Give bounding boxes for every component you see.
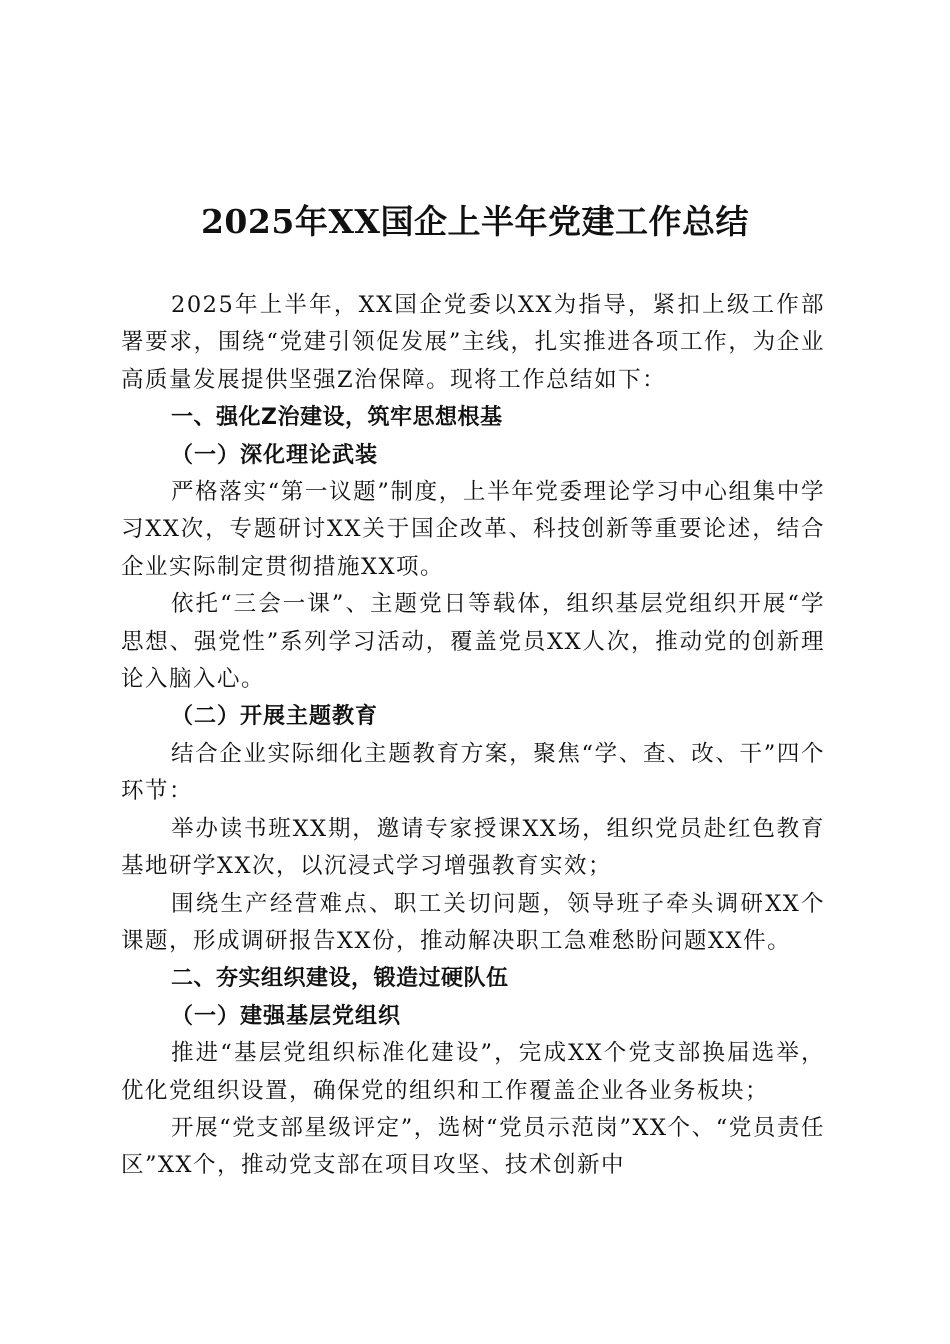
section-heading: 一、强化Z治建设，筑牢思想根基 (171, 405, 503, 431)
paragraph: 依托“三会一课”、主题党日等载体，组织基层党组织开展“学思想、强党性”系列学习活动，覆盖党员XX人次，推动党的创新理论入脑入心。 (121, 591, 825, 693)
paragraph: 围绕生产经营难点、职工关切问题，领导班子牵头调研XX个课题，形成调研报告XX份，推动解决职工急难愁盼问题XX件。 (121, 890, 825, 954)
paragraph: 开展“党支部星级评定”，选树“党员示范岗”XX个、“党员责任区”XX个，推动党支部在项目攻坚、技术创新中 (121, 1114, 825, 1179)
document-title: 2025年XX国企上半年党建工作总结 (200, 202, 750, 241)
paragraph: 结合企业实际细化主题教育方案，聚焦“学、查、改、干”四个环节： (121, 740, 825, 805)
subsection-heading: （二）开展主题教育 (171, 703, 379, 730)
paragraph: 举办读书班XX期，邀请专家授课XX场，组织党员赴红色教育基地研学XX次，以沉浸式学习增强教育实效； (121, 815, 825, 880)
intro-paragraph: 2025年上半年，XX国企党委以XX为指导，紧扣上级工作部署要求，围绕“党建引领促发展”主线，扎实推进各项工作，为企业高质量发展提供坚强Z治保障。现将工作总结如下： (121, 292, 825, 393)
subsection-heading: （一）建强基层党组织 (171, 1002, 402, 1029)
section-heading: 二、夯实组织建设，锻造过硬队伍 (171, 966, 509, 992)
paragraph: 推进“基层党组织标准化建设”，完成XX个党支部换届选举，优化党组织设置，确保党的组织和工作覆盖企业各业务板块； (121, 1040, 825, 1104)
paragraph: 严格落实“第一议题”制度，上半年党委理论学习中心组集中学习XX次，专题研讨XX关于国企改革、科技创新等重要论述，结合企业实际制定贯彻措施XX项。 (121, 479, 825, 580)
subsection-heading: （一）深化理论武装 (171, 441, 379, 468)
document-body (121, 287, 825, 1185)
